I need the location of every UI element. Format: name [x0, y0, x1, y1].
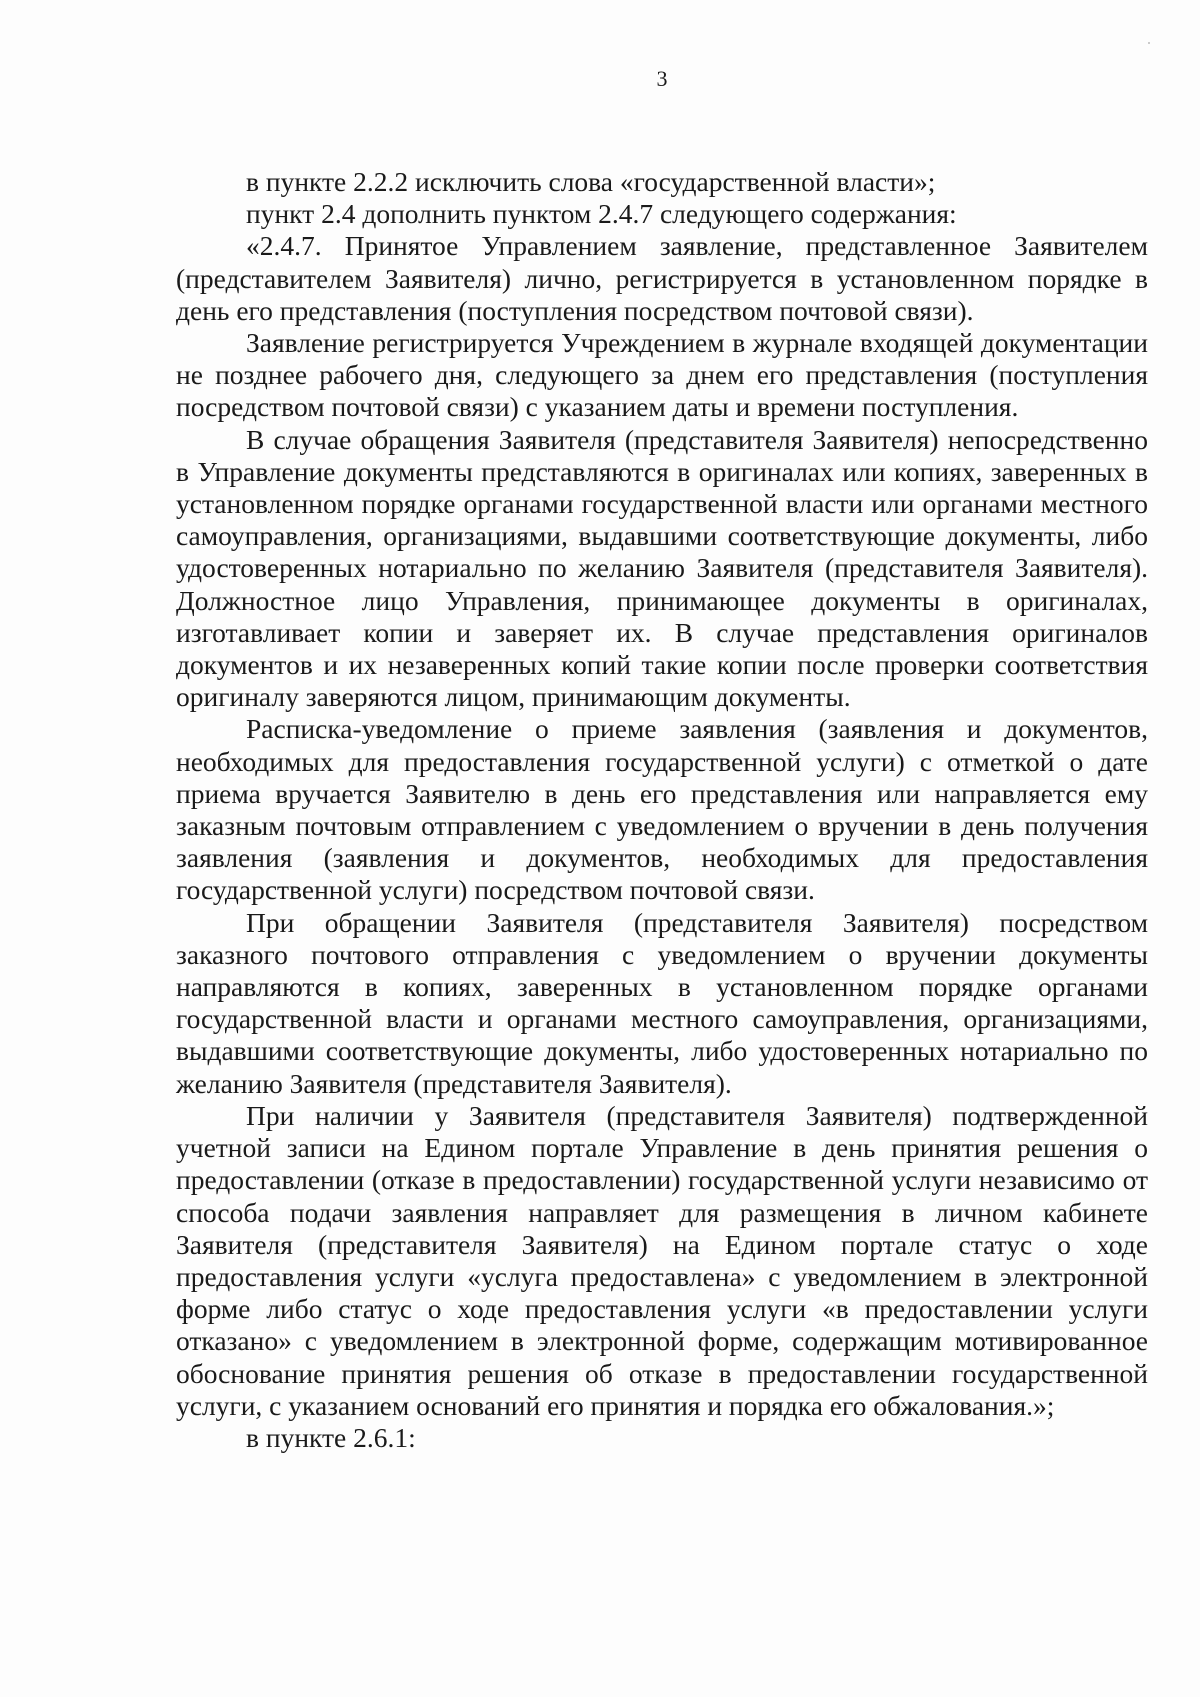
document-body [176, 166, 1148, 1454]
paragraph-amend-2-6-1: в пункте 2.6.1: [246, 1421, 416, 1453]
paragraph-postal-submission: При обращении Заявителя (представителя Заявителя) посредством заказного почтового отправления с уведомлением о вручении документы направляются в копиях, заверенных в установленном порядке органами государственной власти и органами местного самоуправления, организациями, выдавшими соответствующие документы, либо удостоверенных нотариально по желанию Заявителя (представителя Заявителя). [176, 906, 1148, 1099]
paragraph-amend-2-4: пункт 2.4 дополнить пунктом 2.4.7 следующего содержания: [246, 198, 957, 230]
page-number: 3 [656, 66, 668, 91]
paragraph-journal-registration: Заявление регистрируется Учреждением в журнале входящей документации не позднее рабочего дня, следующего за днем его представления (поступления посредством почтовой связи) с указанием даты и времени поступления. [176, 327, 1148, 423]
paragraph-direct-submission: В случае обращения Заявителя (представителя Заявителя) непосредственно в Управление документы представляются в оригиналах или копиях, заверенных в установленном порядке органами государственной власти или органами местного самоуправления, организациями, выдавшими соответствующие документы, либо удостоверенных нотариально по желанию Заявителя (представителя Заявителя). Должностное лицо Управления, принимающее документы в оригиналах, изготавливает копии и заверяет их. В случае представления оригиналов документов и их незаверенных копий такие копии после проверки соответствия оригиналу заверяются лицом, принимающим документы. [176, 423, 1148, 713]
paragraph-2-4-7-registration: «2.4.7. Принятое Управлением заявление, представленное Заявителем (представителем Заявителя) лично, регистрируется в установленном порядке в день его представления (поступления посредством почтовой связи). [176, 230, 1148, 326]
paragraph-receipt-notification: Расписка-уведомление о приеме заявления (заявления и документов, необходимых для предоставления государственной услуги) с отметкой о дате приема вручается Заявителю в день его представления или направляется ему заказным почтовым отправлением с уведомлением о вручении в день получения заявления (заявления и документов, необходимых для предоставления государственной услуги) посредством почтовой связи. [176, 713, 1148, 906]
paragraph-unified-portal-status: При наличии у Заявителя (представителя Заявителя) подтвержденной учетной записи на Едином портале Управление в день принятия решения о предоставлении (отказе в предоставлении) государственной услуги независимо от способа подачи заявления направляет для размещения в личном кабинете Заявителя (представителя Заявителя) на Едином портале статус о ходе предоставления услуги «услуга предоставлена» с уведомлением в электронной форме либо статус о ходе предоставления услуги «в предоставлении услуги отказано» с уведомлением в электронной форме, содержащим мотивированное обоснование принятия решения об отказе в предоставлении государственной услуги, с указанием оснований его принятия и порядка его обжалования.»; [176, 1099, 1148, 1421]
scan-speck [1148, 42, 1150, 44]
paragraph-amend-2-2-2: в пункте 2.2.2 исключить слова «государственной власти»; [246, 166, 936, 197]
